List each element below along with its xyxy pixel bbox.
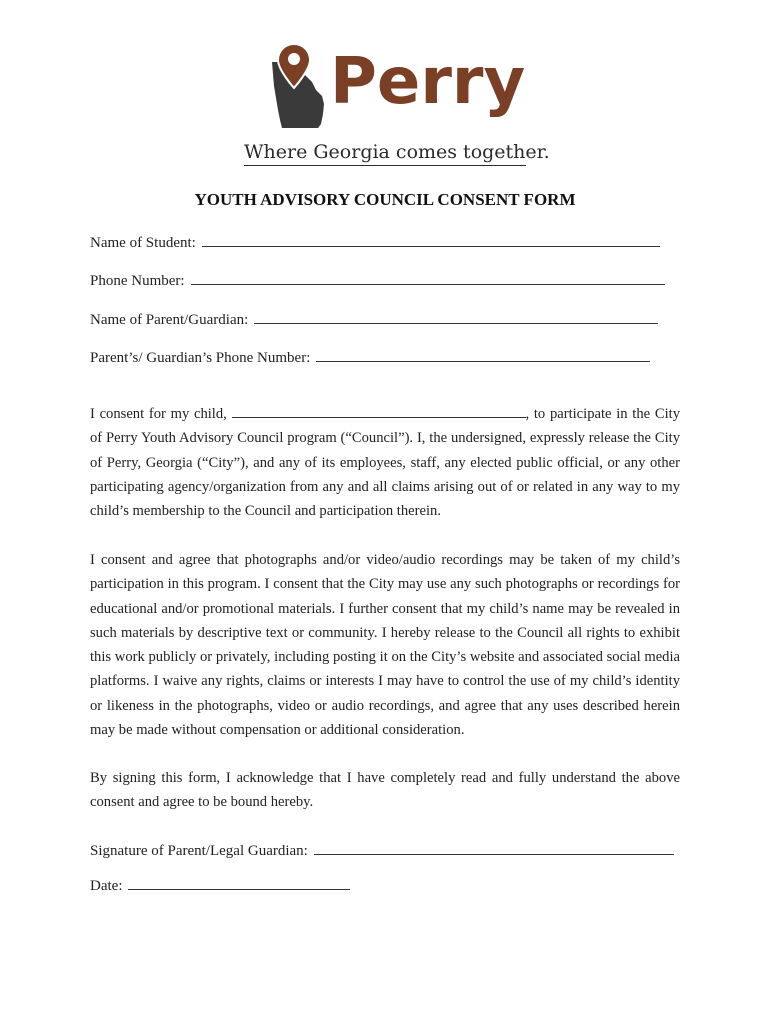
guardian-name-blank[interactable]: [254, 309, 658, 324]
consent-lead: I consent for my child,: [90, 406, 227, 422]
date-label: Date:: [90, 878, 123, 894]
student-name-blank[interactable]: [202, 232, 660, 247]
signature-field[interactable]: [90, 840, 680, 861]
acknowledgement-paragraph: By signing this form, I acknowledge that I have completely read and fully understand the above consent and agree to be bound hereby.: [90, 770, 680, 811]
perry-logo: [268, 40, 526, 140]
logo-wordmark: Perry: [330, 45, 526, 119]
media-release-paragraph: I consent and agree that photographs and/or video/audio recordings may be taken of my child’s participation in this program. I consent that the City may use any such photographs or recordings for educational and/or promotional materials. I further consent that my child’s name may be revealed in such materials by descriptive text or community. I hereby release to the Council all rights to exhibit this work publicly or privately, including posting it on the City’s website and associated social media platforms. I waive any rights, claims or interests I may have to control the use of my child’s identity or likeness in the photographs, video or audio recordings, and agree that any uses described herein may be made without compensation or additional consideration.: [90, 552, 680, 739]
guardian-phone-label: Parent’s/ Guardian’s Phone Number:: [90, 350, 311, 366]
guardian-name-label: Name of Parent/Guardian:: [90, 312, 249, 328]
pin-hole: [288, 53, 300, 65]
consent-tail: , to participate in the City of Perry Youth Advisory Council program (“Council”). I, the undersigned, expressly release the City of Perry, Georgia (“City”), and any of its employees, staff, any elected public official, or any other participating agency/organization from any and all claims arising out of or related in any way to my child’s membership to the Council and participation therein.: [90, 406, 680, 520]
date-blank[interactable]: [128, 875, 350, 890]
signature-label: Signature of Parent/Legal Guardian:: [90, 843, 308, 859]
form-title: YOUTH ADVISORY COUNCIL CONSENT FORM: [194, 190, 576, 209]
guardian-phone-blank[interactable]: [316, 347, 650, 362]
student-name-field[interactable]: [90, 232, 680, 253]
child-name-blank[interactable]: [232, 405, 526, 418]
georgia-map-pin-icon: [268, 40, 338, 140]
logo-tagline: Where Georgia comes together.: [244, 140, 526, 166]
date-field[interactable]: [90, 875, 680, 896]
guardian-phone-field[interactable]: [90, 347, 680, 368]
signature-blank[interactable]: [314, 840, 674, 855]
phone-number-label: Phone Number:: [90, 273, 185, 289]
phone-number-blank[interactable]: [191, 270, 665, 285]
guardian-name-field[interactable]: [90, 309, 680, 330]
student-name-label: Name of Student:: [90, 235, 196, 251]
consent-paragraph: [90, 402, 680, 523]
phone-number-field[interactable]: [90, 270, 680, 291]
